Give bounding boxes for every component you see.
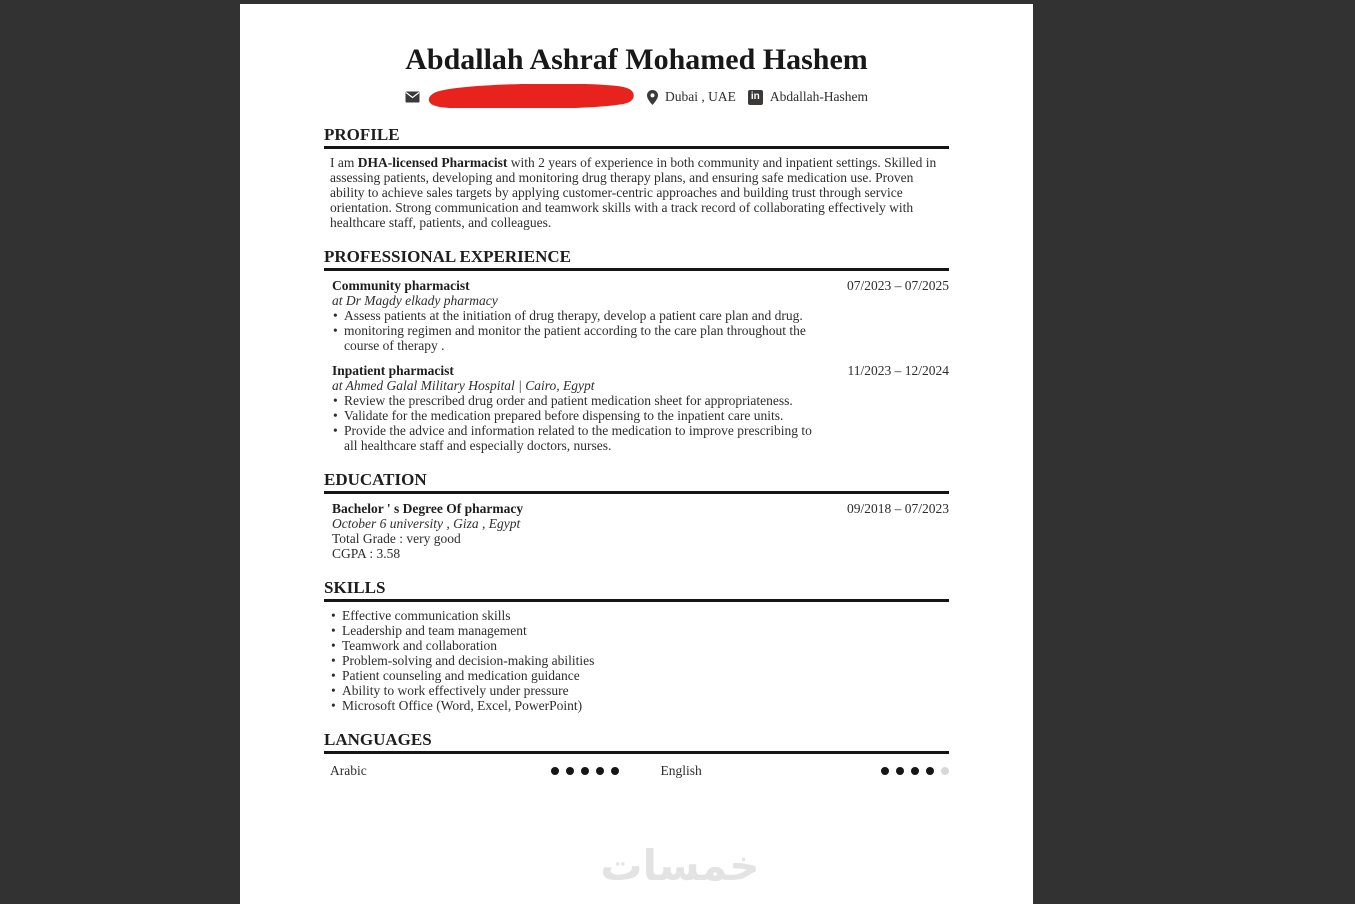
language-level-dots (551, 767, 619, 775)
redacted-email (427, 84, 635, 110)
location-text: Dubai , UAE (664, 89, 736, 104)
linkedin-icon: in (748, 90, 763, 105)
envelope-icon (405, 91, 420, 103)
location-pin-icon (647, 90, 658, 105)
section-divider (324, 599, 949, 602)
level-dot-filled (551, 767, 559, 775)
experience-entry (324, 278, 949, 353)
profile-paragraph: I am DHA-licensed Pharmacist with 2 years of experience in both community and inpatient settings. Skilled in assessing patients, developing and monitoring drug therapy plans, and ensuring safe medication use. Proven ability to achieve sales targets by applying customer-centric approaches and building trust through service orientation. Strong communication and teamwork skills with a track record of collaborating effectively with healthcare staff, patients, and colleagues. (330, 155, 937, 230)
red-scribble-redaction (427, 84, 635, 108)
language-name: Arabic (330, 763, 367, 778)
email-contact (405, 84, 635, 110)
languages-section (324, 730, 949, 778)
level-dot-filled (926, 767, 934, 775)
bullet-item: • Validate for the medication prepared before dispensing to the inpatient care units. (332, 408, 822, 423)
job-dates: 11/2023 – 12/2024 (847, 363, 949, 378)
location-contact (647, 89, 736, 105)
level-dot-filled (596, 767, 604, 775)
languages-heading: LANGUAGES (324, 730, 432, 749)
section-divider (324, 146, 949, 149)
linkedin-contact (748, 89, 868, 105)
school-name: October 6 university , Giza , Egypt (332, 516, 521, 531)
education-heading: EDUCATION (324, 470, 427, 489)
job-dates: 07/2023 – 07/2025 (846, 278, 949, 293)
section-divider (324, 491, 949, 494)
skill-item: • Effective communication skills (330, 608, 949, 623)
job-bullets (332, 308, 822, 353)
education-entry (324, 501, 949, 561)
contact-row (324, 84, 949, 110)
skills-section (324, 578, 949, 713)
level-dot-filled (611, 767, 619, 775)
skills-list (330, 608, 949, 713)
skill-item: • Ability to work effectively under pressure (330, 683, 949, 698)
skill-item: • Microsoft Office (Word, Excel, PowerPoint) (330, 698, 949, 713)
education-dates: 09/2018 – 07/2023 (846, 501, 949, 516)
cgpa: CGPA : 3.58 (332, 546, 401, 561)
profile-heading: PROFILE (324, 125, 400, 144)
skills-heading: SKILLS (324, 578, 386, 597)
job-organization: at Dr Magdy elkady pharmacy (332, 293, 498, 308)
skill-item: • Patient counseling and medication guidance (330, 668, 949, 683)
bullet-item: • Assess patients at the initiation of drug therapy, develop a patient care plan and drug. (332, 308, 822, 323)
total-grade: Total Grade : very good (332, 531, 461, 546)
experience-heading: PROFESSIONAL EXPERIENCE (324, 247, 572, 266)
language-item (330, 763, 619, 778)
job-bullets (332, 393, 822, 453)
language-item (661, 763, 950, 778)
education-section (324, 470, 949, 561)
bullet-item: • Review the prescribed drug order and patient medication sheet for appropriateness. (332, 393, 822, 408)
level-dot-empty (941, 767, 949, 775)
bullet-item: • Provide the advice and information related to the medication to improve prescribing to all healthcare staff and especially doctors, nurses. (332, 423, 822, 453)
section-divider (324, 751, 949, 754)
job-role: Community pharmacist (332, 278, 470, 293)
section-divider (324, 268, 949, 271)
language-level-dots (881, 767, 949, 775)
level-dot-filled (896, 767, 904, 775)
languages-row (330, 763, 949, 778)
level-dot-filled (911, 767, 919, 775)
profile-section (324, 125, 949, 230)
level-dot-filled (566, 767, 574, 775)
linkedin-handle: Abdallah-Hashem (769, 89, 869, 104)
candidate-name: Abdallah Ashraf Mohamed Hashem (405, 43, 868, 76)
skill-item: • Problem-solving and decision-making abilities (330, 653, 949, 668)
resume-page (240, 4, 1033, 904)
level-dot-filled (881, 767, 889, 775)
language-name: English (660, 763, 702, 778)
experience-section (324, 247, 949, 453)
bullet-item: • monitoring regimen and monitor the patient according to the care plan throughout the course of therapy . (332, 323, 822, 353)
level-dot-filled (581, 767, 589, 775)
job-organization: at Ahmed Galal Military Hospital | Cairo, Egypt (332, 378, 595, 393)
degree-title: Bachelor ' s Degree Of pharmacy (332, 501, 524, 516)
khamsat-watermark: خمسات (600, 841, 760, 890)
job-role: Inpatient pharmacist (332, 363, 454, 378)
skill-item: • Leadership and team management (330, 623, 949, 638)
skill-item: • Teamwork and collaboration (330, 638, 949, 653)
experience-entry (324, 363, 949, 453)
profile-bold-phrase: DHA-licensed Pharmacist (357, 155, 508, 170)
